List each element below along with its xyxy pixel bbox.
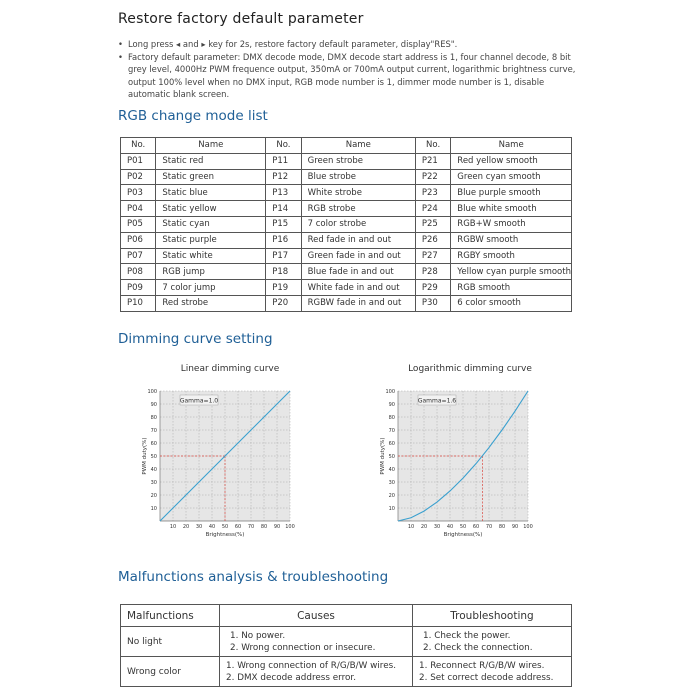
mode-number: P27 — [415, 248, 450, 264]
mode-number: P23 — [415, 185, 450, 201]
mode-number: P07 — [121, 248, 156, 264]
fix-line: 2. Check the connection. — [423, 642, 533, 653]
y-tick-label: 80 — [150, 414, 157, 421]
y-tick-label: 100 — [147, 388, 157, 395]
mode-number: P25 — [415, 216, 450, 232]
x-tick-label: 20 — [182, 524, 190, 530]
y-tick-label: 60 — [150, 440, 157, 447]
mode-number: P18 — [266, 264, 301, 280]
mode-number: P17 — [266, 248, 301, 264]
mode-number: P29 — [415, 280, 450, 296]
malfunction-row — [121, 627, 572, 657]
mode-name: Static green — [156, 169, 266, 185]
y-tick-label: 30 — [388, 479, 395, 486]
x-tick-label: 50 — [221, 524, 229, 530]
dimming-section-title: Dimming curve setting — [118, 331, 273, 347]
log-dimming-chart — [376, 378, 546, 548]
malfunction-causes — [220, 657, 413, 687]
x-tick-label: 70 — [247, 524, 255, 530]
malfunction-header-row — [121, 605, 572, 627]
mode-number: P19 — [266, 280, 301, 296]
x-tick-label: 30 — [195, 524, 203, 530]
x-tick-label: 90 — [511, 524, 519, 530]
x-tick-label: 100 — [523, 524, 533, 530]
mode-number: P20 — [266, 295, 301, 311]
x-tick-label: 60 — [234, 524, 242, 530]
mode-number: P08 — [121, 264, 156, 280]
x-tick-label: 100 — [285, 524, 295, 530]
rgb-mode-row — [121, 201, 572, 217]
x-tick-label: 70 — [485, 524, 493, 530]
mode-name: RGBY smooth — [451, 248, 572, 264]
x-tick-label: 30 — [433, 524, 441, 530]
y-tick-label: 40 — [150, 466, 157, 473]
header-name: Name — [451, 138, 572, 154]
mode-name: 7 color strobe — [301, 216, 415, 232]
malfunction-header-causes: Causes — [220, 605, 413, 627]
restore-bullet-1: • Long press ◂ and ▸ key for 2s, restore factory default parameter, display"RES". — [118, 38, 588, 51]
malfunction-header-troubleshooting: Troubleshooting — [413, 605, 572, 627]
mode-name: Static cyan — [156, 216, 266, 232]
y-tick-label: 90 — [150, 401, 157, 408]
mode-name: Blue fade in and out — [301, 264, 415, 280]
mode-number: P12 — [266, 169, 301, 185]
malfunction-section-title: Malfunctions analysis & troubleshooting — [118, 569, 389, 585]
x-tick-label: 50 — [459, 524, 467, 530]
restore-bullets — [118, 38, 588, 101]
y-tick-label: 10 — [150, 505, 157, 512]
rgb-mode-row — [121, 264, 572, 280]
cause-line: 2. Wrong connection or insecure. — [230, 642, 376, 653]
mode-name: Blue purple smooth — [451, 185, 572, 201]
x-tick-label: 20 — [420, 524, 428, 530]
malfunction-causes — [220, 627, 413, 657]
malfunction-fixes — [413, 627, 572, 657]
restore-title: Restore factory default parameter — [118, 11, 364, 27]
rgb-section-title: RGB change mode list — [118, 108, 268, 124]
mode-number: P28 — [415, 264, 450, 280]
y-tick-label: 50 — [388, 453, 395, 460]
mode-number: P01 — [121, 153, 156, 169]
x-tick-label: 60 — [472, 524, 480, 530]
mode-number: P06 — [121, 232, 156, 248]
x-tick-label: 10 — [407, 524, 415, 530]
header-name: Name — [156, 138, 266, 154]
mode-number: P15 — [266, 216, 301, 232]
malfunction-table — [120, 604, 572, 687]
rgb-mode-row — [121, 185, 572, 201]
rgb-mode-row — [121, 153, 572, 169]
mode-number: P04 — [121, 201, 156, 217]
mode-name: White fade in and out — [301, 280, 415, 296]
rgb-mode-row — [121, 169, 572, 185]
malfunction-header-malfunctions: Malfunctions — [121, 605, 220, 627]
y-tick-label: 70 — [388, 427, 395, 434]
malfunction-name: Wrong color — [121, 657, 220, 687]
rgb-mode-row — [121, 248, 572, 264]
mode-name: RGB strobe — [301, 201, 415, 217]
header-no: No. — [266, 138, 301, 154]
mode-name: Red strobe — [156, 295, 266, 311]
mode-number: P22 — [415, 169, 450, 185]
rgb-mode-row — [121, 295, 572, 311]
y-tick-label: 50 — [150, 453, 157, 460]
malfunction-fixes — [413, 657, 572, 687]
mode-name: Red fade in and out — [301, 232, 415, 248]
fix-line: 1. Check the power. — [423, 630, 511, 641]
fix-line: 2. Set correct decode address. — [419, 672, 554, 683]
mode-number: P14 — [266, 201, 301, 217]
mode-name: Green strobe — [301, 153, 415, 169]
log-chart-title: Logarithmic dimming curve — [408, 364, 532, 374]
mode-number: P03 — [121, 185, 156, 201]
cause-line: 1. No power. — [230, 630, 286, 641]
y-tick-label: 20 — [388, 492, 395, 499]
x-tick-label: 40 — [446, 524, 454, 530]
mode-name: Green fade in and out — [301, 248, 415, 264]
y-tick-label: 30 — [150, 479, 157, 486]
fix-line: 1. Reconnect R/G/B/W wires. — [419, 660, 545, 671]
y-axis-label: PWM duty(%) — [380, 437, 386, 475]
mode-number: P11 — [266, 153, 301, 169]
mode-number: P13 — [266, 185, 301, 201]
mode-name: RGB smooth — [451, 280, 572, 296]
mode-number: P21 — [415, 153, 450, 169]
y-tick-label: 20 — [150, 492, 157, 499]
mode-name: RGBW smooth — [451, 232, 572, 248]
mode-name: Green cyan smooth — [451, 169, 572, 185]
mode-name: Static purple — [156, 232, 266, 248]
mode-name: RGB jump — [156, 264, 266, 280]
rgb-mode-row — [121, 232, 572, 248]
restore-bullet-2: • Factory default parameter: DMX decode mode, DMX decode start address is 1, four channel decode, 8 bit grey level, 4000Hz PWM frequence output, 350mA or 700mA output current, logarithmic brightness curve, output 100% level when no DMX input, RGB mode number is 1, dimmer mode number is 1, disable automatic blank screen. — [118, 51, 588, 101]
gamma-annotation: Gamma=1.0 — [179, 397, 219, 405]
cause-line: 1. Wrong connection of R/G/B/W wires. — [226, 660, 396, 671]
y-tick-label: 60 — [388, 440, 395, 447]
mode-number: P24 — [415, 201, 450, 217]
mode-name: White strobe — [301, 185, 415, 201]
mode-name: RGBW fade in and out — [301, 295, 415, 311]
mode-number: P30 — [415, 295, 450, 311]
rgb-mode-table — [120, 137, 572, 312]
x-tick-label: 80 — [260, 524, 268, 530]
x-tick-label: 10 — [169, 524, 177, 530]
y-axis-label: PWM duty(%) — [142, 437, 148, 475]
header-name: Name — [301, 138, 415, 154]
mode-name: 6 color smooth — [451, 295, 572, 311]
mode-name: Yellow cyan purple smooth — [451, 264, 572, 280]
y-tick-label: 90 — [388, 401, 395, 408]
y-tick-label: 70 — [150, 427, 157, 434]
malfunction-name: No light — [121, 627, 220, 657]
mode-name: Static red — [156, 153, 266, 169]
mode-name: Blue white smooth — [451, 201, 572, 217]
y-tick-label: 40 — [388, 466, 395, 473]
malfunction-row — [121, 657, 572, 687]
mode-name: 7 color jump — [156, 280, 266, 296]
header-no: No. — [415, 138, 450, 154]
x-tick-label: 80 — [498, 524, 506, 530]
y-tick-label: 80 — [388, 414, 395, 421]
cause-line: 2. DMX decode address error. — [226, 672, 357, 683]
rgb-mode-row — [121, 216, 572, 232]
mode-number: P16 — [266, 232, 301, 248]
header-no: No. — [121, 138, 156, 154]
mode-name: Static blue — [156, 185, 266, 201]
mode-number: P05 — [121, 216, 156, 232]
x-tick-label: 40 — [208, 524, 216, 530]
mode-number: P10 — [121, 295, 156, 311]
mode-number: P26 — [415, 232, 450, 248]
mode-name: Red yellow smooth — [451, 153, 572, 169]
rgb-header-row — [121, 138, 572, 154]
mode-number: P02 — [121, 169, 156, 185]
linear-dimming-chart — [138, 378, 308, 548]
mode-name: RGB+W smooth — [451, 216, 572, 232]
mode-name: Static yellow — [156, 201, 266, 217]
x-axis-label: Brightness(%) — [205, 532, 245, 538]
mode-number: P09 — [121, 280, 156, 296]
y-tick-label: 10 — [388, 505, 395, 512]
mode-name: Blue strobe — [301, 169, 415, 185]
x-axis-label: Brightness(%) — [443, 532, 483, 538]
x-tick-label: 90 — [273, 524, 281, 530]
linear-chart-title: Linear dimming curve — [180, 364, 280, 374]
y-tick-label: 100 — [385, 388, 395, 395]
gamma-annotation: Gamma=1.6 — [417, 397, 457, 405]
mode-name: Static white — [156, 248, 266, 264]
rgb-mode-row — [121, 280, 572, 296]
